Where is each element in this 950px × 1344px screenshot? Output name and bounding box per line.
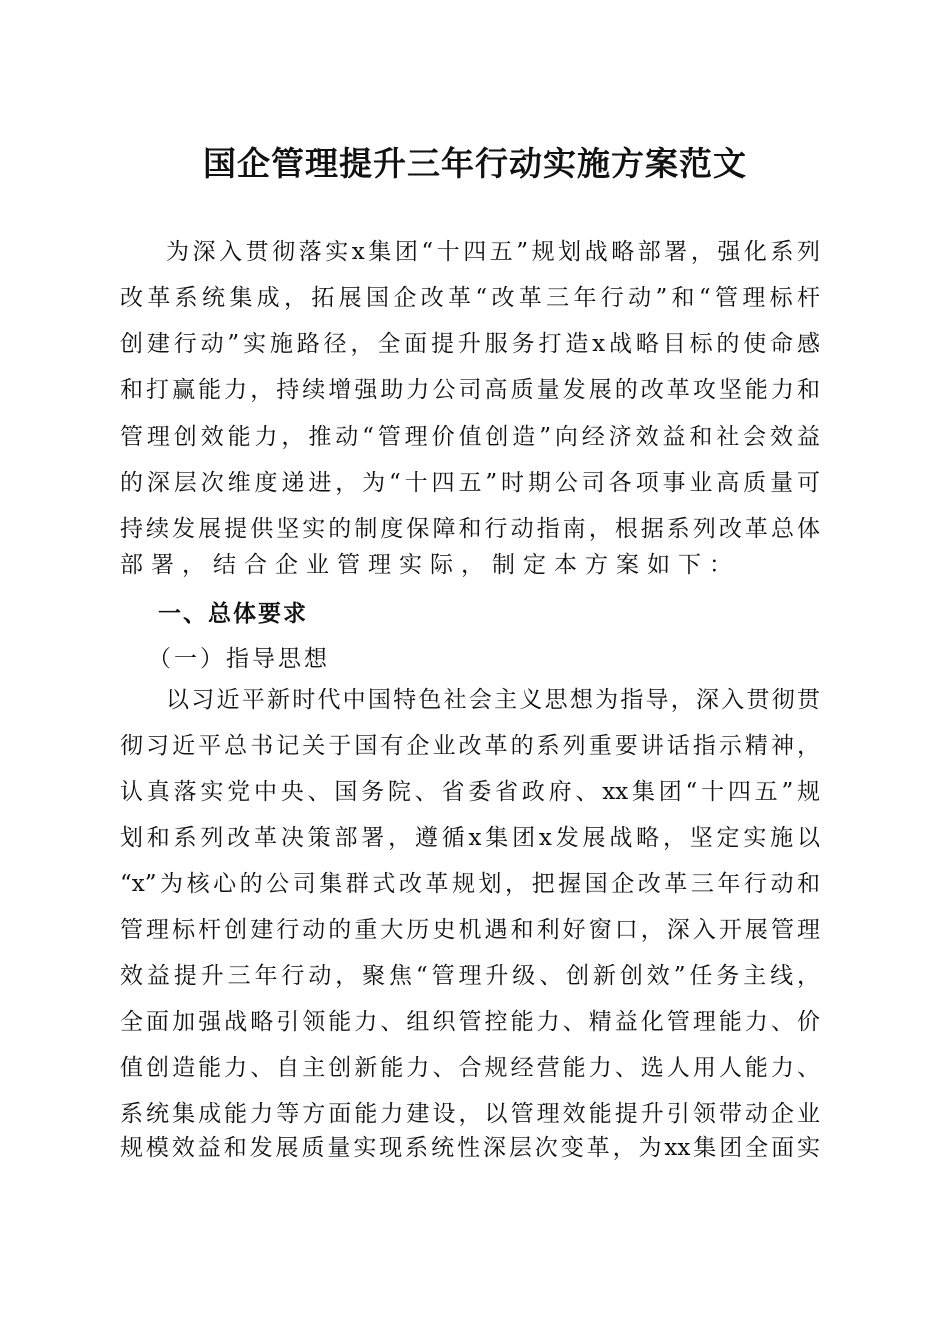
text-line: 全面加强战略引领能力、组织管控能力、精益化管理能力、价 bbox=[120, 1009, 820, 1035]
text-line: 部署，结合企业管理实际，制定本方案如下： bbox=[120, 552, 740, 578]
text-line: 和打赢能力，持续增强助力公司高质量发展的改革攻坚能力和 bbox=[120, 377, 820, 403]
text-line: 值创造能力、自主创新能力、合规经营能力、选人用人能力、 bbox=[120, 1055, 820, 1081]
text-line: 规模效益和发展质量实现系统性深层次变革，为xx集团全面实 bbox=[120, 1135, 820, 1161]
text-line: 认真落实党中央、国务院、省委省政府、xx集团“十四五”规 bbox=[120, 779, 820, 805]
text-line: 以习近平新时代中国特色社会主义思想为指导，深入贯彻贯 bbox=[166, 687, 820, 713]
document-title: 国企管理提升三年行动实施方案范文 bbox=[203, 144, 747, 183]
text-line: 效益提升三年行动，聚焦“管理升级、创新创效”任务主线， bbox=[120, 963, 820, 989]
text-line: 创建行动”实施路径，全面提升服务打造x战略目标的使命感 bbox=[120, 331, 820, 357]
text-line: 的深层次维度递进，为“十四五”时期公司各项事业高质量可 bbox=[120, 470, 820, 496]
text-line: 管理创效能力，推动“管理价值创造”向经济效益和社会效益 bbox=[120, 424, 820, 450]
section-heading: 一、总体要求 bbox=[158, 600, 308, 627]
subsection-heading: （一）指导思想 bbox=[148, 646, 330, 672]
text-line: 系统集成能力等方面能力建设，以管理效能提升引领带动企业 bbox=[120, 1101, 820, 1127]
text-line: 划和系列改革决策部署，遵循x集团x发展战略，坚定实施以 bbox=[120, 825, 820, 851]
text-line: 持续发展提供坚实的制度保障和行动指南，根据系列改革总体 bbox=[120, 516, 820, 542]
text-line: “x”为核心的公司集群式改革规划，把握国企改革三年行动和 bbox=[120, 871, 820, 897]
text-line: 管理标杆创建行动的重大历史机遇和利好窗口，深入开展管理 bbox=[120, 917, 820, 943]
text-line: 为深入贯彻落实x集团“十四五”规划战略部署，强化系列 bbox=[166, 239, 820, 265]
text-line: 改革系统集成，拓展国企改革“改革三年行动”和“管理标杆 bbox=[120, 285, 820, 311]
text-line: 彻习近平总书记关于国有企业改革的系列重要讲话指示精神， bbox=[120, 733, 820, 759]
